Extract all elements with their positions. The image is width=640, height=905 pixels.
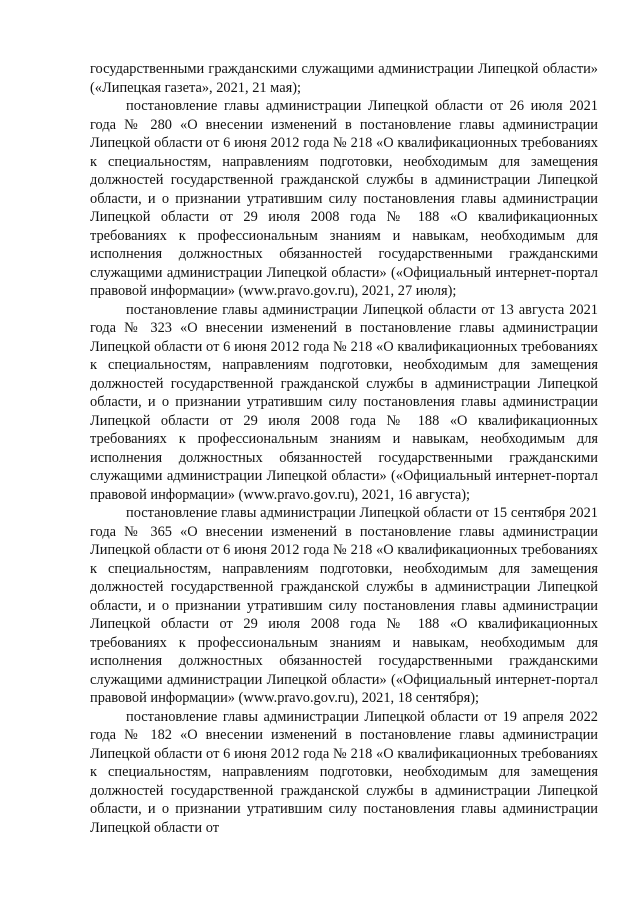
paragraph-decree-182: постановление главы администрации Липецкой области от 19 апреля 2022 года № 182 «О внесении изменений в постановление главы администрации Липецкой области от 6 июня 2012 года № 218 «О квалификационных требованиях к специальностям, направлениям подготовки, необходимым для замещения должностей государственной гражданской службы в администрации Липецкой области, и о признании утратившим силу постановления главы администрации Липецкой области от <box>90 708 598 836</box>
document-page <box>90 60 598 837</box>
paragraph-decree-365: постановление главы администрации Липецкой области от 15 сентября 2021 года № 365 «О внесении изменений в постановление главы администрации Липецкой области от 6 июня 2012 года № 218 «О квалификационных требованиях к специальностям, направлениям подготовки, необходимым для замещения должностей государственной гражданской службы в администрации Липецкой области, и о признании утратившим силу постановления главы администрации Липецкой области от 29 июля 2008 года № 188 «О квалификационных требованиях к профессиональным знаниям и навыкам, необходимым для исполнения должностных обязанностей государственными гражданскими служащими администрации Липецкой области» («Официальный интернет-портал правовой информации» (www.pravo.gov.ru), 2021, 18 сентября); <box>90 505 598 706</box>
paragraph-decree-280: постановление главы администрации Липецкой области от 26 июля 2021 года № 280 «О внесении изменений в постановление главы администрации Липецкой области от 6 июня 2012 года № 218 «О квалификационных требованиях к специальностям, направлениям подготовки, необходимым для замещения должностей государственной гражданской службы в администрации Липецкой области, и о признании утратившим силу постановления главы администрации Липецкой области от 29 июля 2008 года № 188 «О квалификационных требованиях к профессиональным знаниям и навыкам, необходимым для исполнения должностных обязанностей государственными гражданскими служащими администрации Липецкой области» («Официальный интернет-портал правовой информации» (www.pravo.gov.ru), 2021, 27 июля); <box>90 98 598 299</box>
paragraph-decree-323: постановление главы администрации Липецкой области от 13 августа 2021 года № 323 «О внесении изменений в постановление главы администрации Липецкой области от 6 июня 2012 года № 218 «О квалификационных требованиях к специальностям, направлениям подготовки, необходимым для замещения должностей государственной гражданской службы в администрации Липецкой области, и о признании утратившим силу постановления главы администрации Липецкой области от 29 июля 2008 года № 188 «О квалификационных требованиях к профессиональным знаниям и навыкам, необходимым для исполнения должностных обязанностей государственными гражданскими служащими администрации Липецкой области» («Официальный интернет-портал правовой информации» (www.pravo.gov.ru), 2021, 16 августа); <box>90 301 598 503</box>
paragraph-continuation: государственными гражданскими служащими администрации Липецкой области» («Липецкая газета», 2021, 21 мая); <box>90 61 598 96</box>
